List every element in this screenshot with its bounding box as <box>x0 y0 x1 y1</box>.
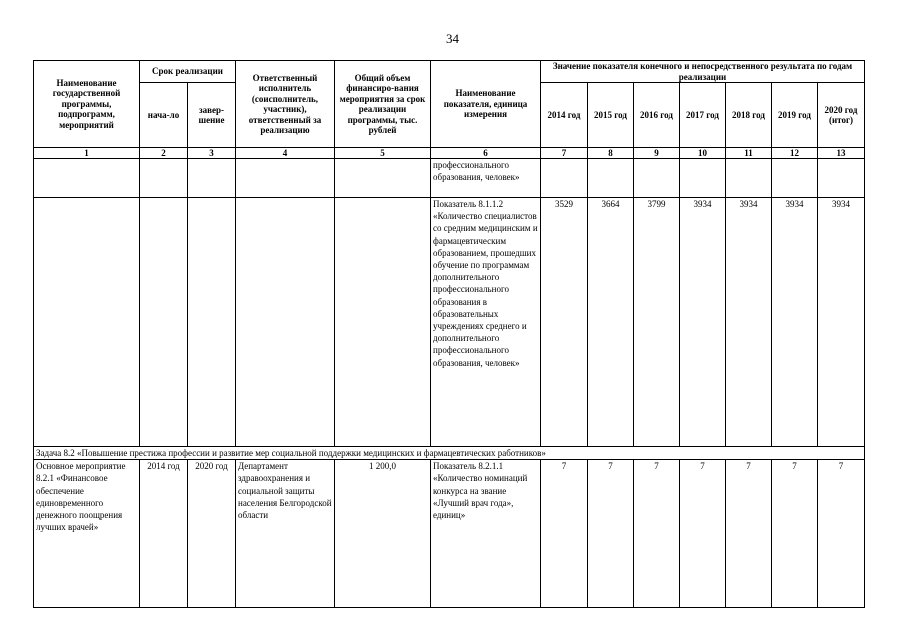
value-cell: 7 <box>634 460 680 608</box>
header-start: нача-ло <box>140 83 188 148</box>
value-cell: 7 <box>680 460 726 608</box>
event-executor: Департамент здравоохранения и социальной защиты населения Белгородской области <box>236 460 335 608</box>
header-year: 2014 год <box>541 83 588 148</box>
event-name: Основное мероприятие 8.2.1 «Финансовое обеспечение единовременного денежного поощрения лучших врачей» <box>34 460 140 608</box>
header-name: Наименование государственной программы, подпрограмм, мероприятий <box>34 61 140 148</box>
column-number: 11 <box>726 148 772 159</box>
column-number: 9 <box>634 148 680 159</box>
header-indicator: Наименование показателя, единица измерения <box>431 61 541 148</box>
program-table <box>33 60 865 608</box>
column-number: 8 <box>588 148 634 159</box>
event-start: 2014 год <box>140 460 188 608</box>
column-number: 12 <box>772 148 818 159</box>
value-cell: 3664 <box>588 198 634 447</box>
column-number: 13 <box>818 148 865 159</box>
value-cell: 3934 <box>726 198 772 447</box>
header-row-1 <box>34 61 865 83</box>
column-number: 6 <box>431 148 541 159</box>
header-volume: Общий объем финансиро-вания мероприятия за срок реализации программы, тыс. рублей <box>335 61 431 148</box>
value-cell: 7 <box>541 460 588 608</box>
header-year: 2019 год <box>772 83 818 148</box>
indicator-cell: профессионального образования, человек» <box>431 159 541 198</box>
column-number: 1 <box>34 148 140 159</box>
task-heading: Задача 8.2 «Повышение престижа профессии и развитие мер социальной поддержки медицинских и фармацевтических работников» <box>34 447 865 460</box>
value-cell: 3934 <box>772 198 818 447</box>
column-number: 3 <box>188 148 236 159</box>
column-numbers-row <box>34 148 865 159</box>
value-cell: 3934 <box>818 198 865 447</box>
column-number: 2 <box>140 148 188 159</box>
column-number: 7 <box>541 148 588 159</box>
value-cell: 3529 <box>541 198 588 447</box>
column-number: 10 <box>680 148 726 159</box>
header-year: 2017 год <box>680 83 726 148</box>
column-number: 5 <box>335 148 431 159</box>
header-year: 2018 год <box>726 83 772 148</box>
task-row <box>34 447 865 460</box>
header-values-title: Значение показателя конечного и непосредственного результата по годам реализации <box>541 61 865 83</box>
value-cell: 7 <box>726 460 772 608</box>
table-row <box>34 159 865 198</box>
header-executor: Ответственный исполнитель (соисполнитель, участник), ответственный за реализацию <box>236 61 335 148</box>
indicator-cell: Показатель 8.1.1.2 «Количество специалистов со средним медицинским и фармацевтическим образованием, прошедших обучение по программам дополнительного профессионального образования в образовательных учреждениях среднего и дополнительного профессионального образования, человек» <box>431 198 541 447</box>
header-year: 2016 год <box>634 83 680 148</box>
header-year: 2020 год (итог) <box>818 83 865 148</box>
table-row <box>34 460 865 608</box>
column-number: 4 <box>236 148 335 159</box>
value-cell: 7 <box>588 460 634 608</box>
event-indicator: Показатель 8.2.1.1 «Количество номинаций конкурса на звание «Лучший врач года», единиц» <box>431 460 541 608</box>
header-year: 2015 год <box>588 83 634 148</box>
value-cell: 3934 <box>680 198 726 447</box>
value-cell: 7 <box>818 460 865 608</box>
event-end: 2020 год <box>188 460 236 608</box>
header-period: Срок реализации <box>140 61 236 83</box>
event-volume: 1 200,0 <box>335 460 431 608</box>
value-cell: 3799 <box>634 198 680 447</box>
page-number: 34 <box>446 31 459 46</box>
header-end: завер-шение <box>188 83 236 148</box>
value-cell: 7 <box>772 460 818 608</box>
table-row <box>34 198 865 447</box>
